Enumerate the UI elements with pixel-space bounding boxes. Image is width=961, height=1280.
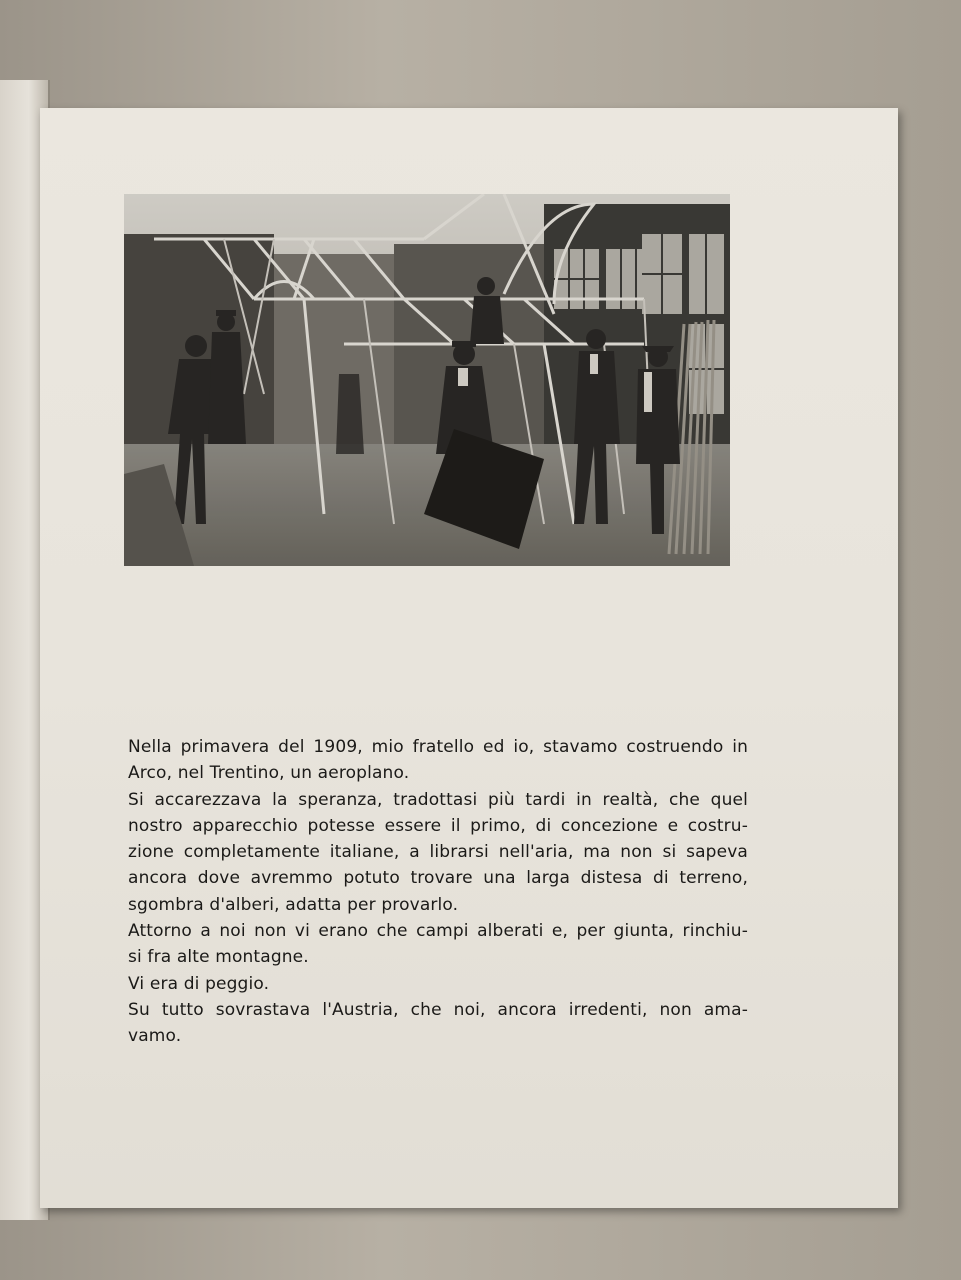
historical-photograph — [124, 194, 730, 566]
text-line: sgombra d'alberi, adatta per provarlo. — [128, 894, 459, 915]
text-line: Su tutto sovrastava l'Austria, che noi, ancora irredenti, non ama- — [128, 999, 748, 1020]
text-line: zione completamente italiane, a librarsi nell'aria, ma non si sapeva — [128, 842, 748, 863]
text-line: Attorno a noi non vi erano che campi alberati e, per giunta, rinchiu- — [128, 921, 748, 942]
book-page — [40, 108, 898, 1208]
text-line: ancora dove avremmo potuto trovare una larga distesa di terreno, — [128, 868, 748, 889]
text-line: si fra alte montagne. — [128, 947, 309, 968]
body-text — [128, 734, 748, 1050]
text-line: Vi era di peggio. — [128, 973, 270, 994]
text-line: Arco, nel Trentino, un aeroplano. — [128, 763, 410, 784]
text-line: Nella primavera del 1909, mio fratello ed io, stavamo costruendo in — [128, 737, 748, 757]
text-line: vamo. — [128, 1026, 182, 1047]
text-line: Si accarezzava la speranza, tradottasi più tardi in realtà, che quel — [128, 789, 748, 810]
text-line: nostro apparecchio potesse essere il primo, di concezione e costru- — [128, 815, 748, 836]
